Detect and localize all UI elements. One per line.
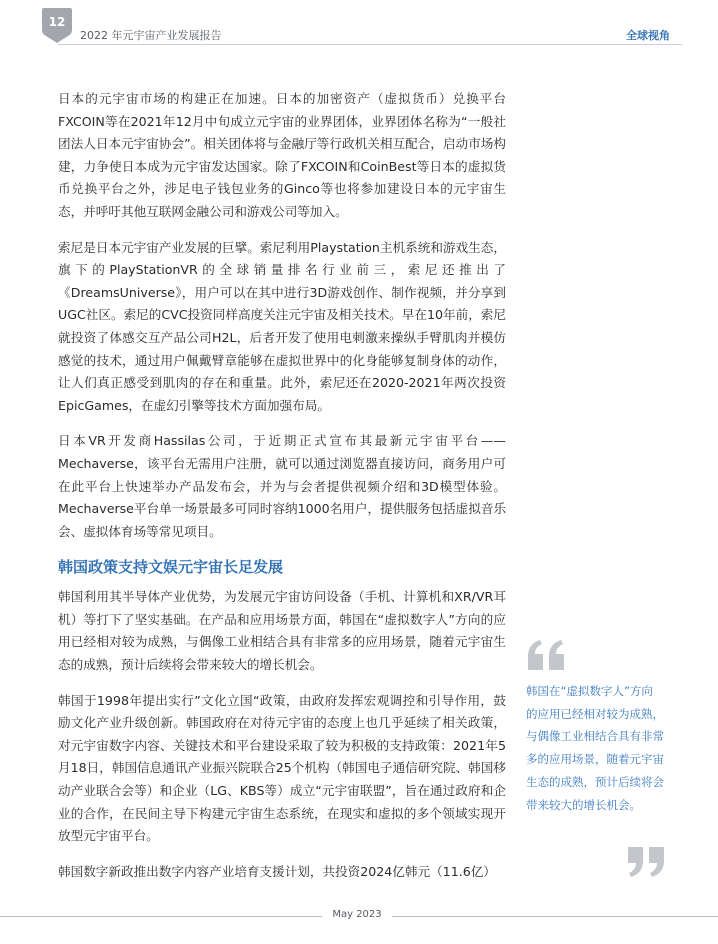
paragraph-hassilas: 日本VR开发商Hassilas公司，于近期正式宣布其最新元宇宙平台——Mechaverse，该平台无需用户注册，就可以通过浏览器直接访问，商务用户可在此平台上快速举办产品发布会，并为与会者提供视频介绍和3D模型体验。Mechaverse平台单一场景最多可同时容纳1000名用户，提供服务包括虚拟音乐会、虚拟体育场等常见项目。 bbox=[58, 433, 507, 539]
section-tag: 全球视角 bbox=[626, 29, 670, 42]
paragraph-sony: 索尼是日本元宇宙产业发展的巨擘。索尼利用Playstation主机系统和游戏生态，旗下的PlayStationVR的全球销量排名行业前三，索尼还推出了《DreamsUniverse》，用户可以在其中进行3D游戏创作、制作视频，并分享到UGC社区。索尼的CVC投资同样高度关注元宇宙及相关技术。早在10年前，索尼就投资了体感交互产品公司H2L，后者开发了使用电刺激来操纵手臂肌肉并模仿感觉的技术，通过用户佩戴臂章能够在虚拟世界中的化身能够复制身体的动作，让人们真正感受到肌肉的存在和重量。此外，索尼还在2020-2021年两次投资EpicGames，在虚幻引擎等技术方面加强布局。 bbox=[58, 239, 506, 413]
section-heading-korea: 韩国政策支持文娱元宇宙长足发展 bbox=[58, 558, 284, 577]
pull-quote bbox=[524, 638, 664, 878]
footer-divider-right bbox=[392, 916, 718, 917]
paragraph-korea-digital-new-deal: 韩国数字新政推出数字内容产业培育支援计划，共投资2024亿韩元（11.6亿） bbox=[58, 863, 496, 879]
paragraph-japan-market: 日本的元宇宙市场的构建正在加速。日本的加密资产（虚拟货币）兑换平台FXCOIN等在2021年12月中旬成立元宇宙的业界团体，业界团体名称为“一般社团法人日本元宇宙协会”。相关团体将与金融厅等行政机关相互配合，启动市场构建，力争使日本成为元宇宙发达国家。除了FXCOIN和CoinBest等日本的虚拟货币兑换平台之外，涉足电子钱包业务的Ginco等也将参加建设日本的元宇宙生态，并呼吁其他互联网金融公司和游戏公司等加入。 bbox=[58, 91, 506, 219]
close-quote-icon bbox=[624, 845, 666, 879]
paragraph-korea-policy: 韩国于1998年提出实行”文化立国“政策，由政府发挥宏观调控和引导作用，鼓励文化产业升级创新。韩国政府在对待元宇宙的态度上也几乎延续了相关政策，对元宇宙数字内容、关键技术和平台建设采取了较为积极的支持政策：2021年5月18日，韩国信息通讯产业振兴院联合25个机构（韩国电子通信研究院、韩国移动产业联合会等）和企业（LG、KBS等）成立“元宇宙联盟”，旨在通过政府和企业的合作，在民间主导下构建元宇宙生态系统，在现实和虚拟的多个领域实现开放型元宇宙平台。 bbox=[58, 692, 506, 844]
page-number: 12 bbox=[48, 15, 66, 29]
page-number-badge bbox=[40, 6, 74, 44]
header-divider bbox=[58, 44, 682, 45]
open-quote-icon bbox=[526, 638, 568, 672]
pull-quote-text: 韩国在“虚拟数字人”方向的应用已经相对较为成熟，与偶像工业相结合具有非常多的应用场景，随着元宇宙生态的成熟，预计后续将会带来较大的增长机会。 bbox=[526, 684, 664, 812]
footer-divider-left bbox=[0, 916, 322, 917]
main-content bbox=[58, 88, 506, 896]
paragraph-korea-semiconductor: 韩国利用其半导体产业优势，为发展元宇宙访问设备（手机、计算机和XR/VR耳机）等打下了坚实基础。在产品和应用场景方面，韩国在“虚拟数字人”方向的应用已经相对较为成熟，与偶像工业相结合具有非常多的应用场景，随着元宇宙生态的成熟，预计后续将会带来较大的增长机会。 bbox=[58, 589, 506, 673]
footer-date: May 2023 bbox=[332, 909, 382, 920]
report-title: 2022 年元宇宙产业发展报告 bbox=[80, 29, 222, 42]
